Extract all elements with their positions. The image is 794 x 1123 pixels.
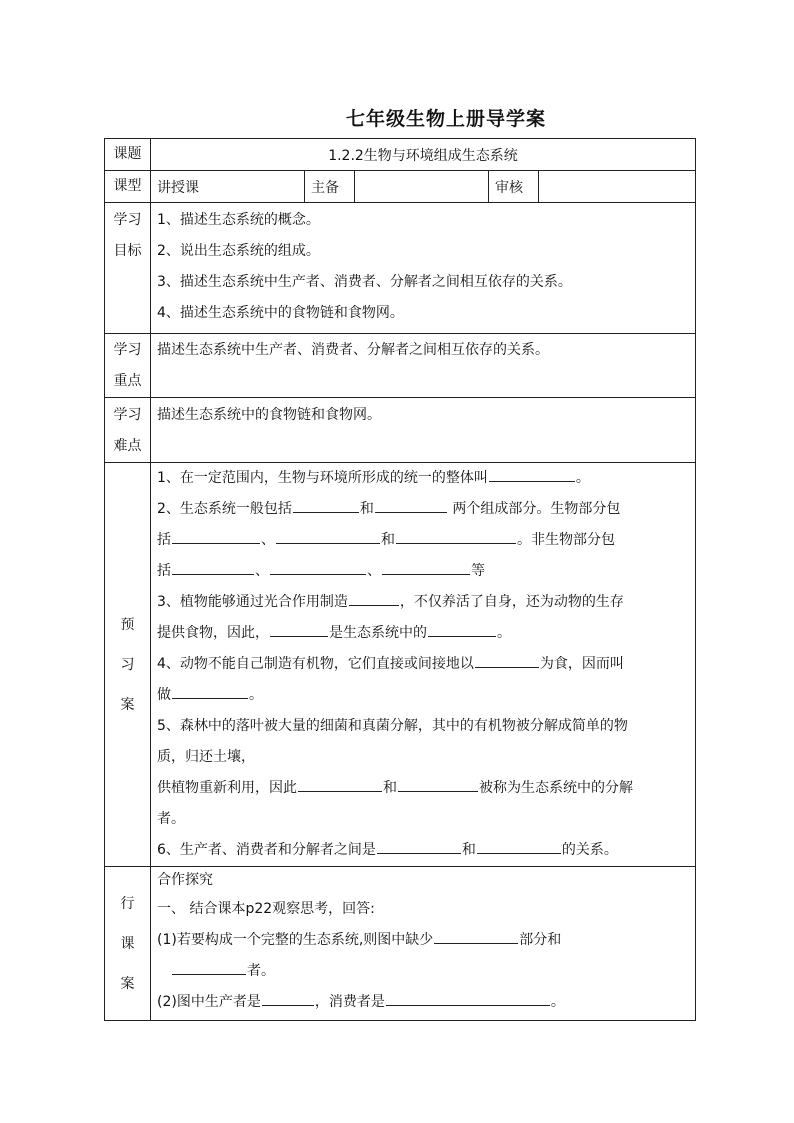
- goals-label: [105, 203, 151, 334]
- practice-label: [105, 867, 151, 1021]
- difficulty-label-2: 难点: [113, 438, 142, 454]
- difficulty-text: 描述生态系统中的食物链和食物网。: [157, 407, 381, 423]
- answer-blank[interactable]: [428, 621, 496, 637]
- document-title: 七年级生物上册导学案: [346, 108, 547, 130]
- preview-question-3: 3、植物能够通过光合作用制造 ，不仅养活了自身，还为动物的生存: [157, 587, 689, 618]
- answer-blank[interactable]: [172, 959, 246, 975]
- answer-blank[interactable]: [375, 497, 447, 513]
- preview-label-1: 预: [120, 616, 135, 633]
- preview-question-6: 6、生产者、消费者和分解者之间是 和 的关系。: [157, 835, 689, 866]
- focus-label-1: 学习: [113, 342, 142, 358]
- answer-blank[interactable]: [298, 776, 382, 792]
- preview-question-2-cont: 括 、 和 。非生物部分包: [157, 525, 689, 556]
- practice-sub-2: (2)图中生产者是 ，消费者是 。: [157, 987, 689, 1018]
- focus-label: [105, 334, 151, 398]
- preview-question-5-cont: 供植物重新利用，因此 和 被称为生态系统中的分解: [157, 773, 689, 804]
- answer-blank[interactable]: [276, 528, 380, 544]
- preview-question-1: 1、在一定范围内，生物与环境所形成的统一的整体叫 。: [157, 463, 689, 494]
- goals-label-1: 学习: [113, 212, 142, 228]
- focus-content: [151, 334, 696, 398]
- preview-question-4: 4、动物不能自己制造有机物，它们直接或间接地以 为食，因而叫: [157, 649, 689, 680]
- preview-question-5: 5、森林中的落叶被大量的细菌和真菌分解，其中的有机物被分解成简单的物: [157, 718, 628, 734]
- practice-sub-1-cont: 者。: [157, 956, 689, 987]
- goals-row: [105, 203, 696, 334]
- answer-blank[interactable]: [396, 528, 516, 544]
- answer-blank[interactable]: [489, 466, 575, 482]
- topic-value: 1.2.2生物与环境组成生态系统: [151, 139, 696, 171]
- practice-row: [105, 867, 696, 1021]
- difficulty-row: [105, 398, 696, 463]
- practice-content: [151, 867, 696, 1021]
- goal-item: 1、描述生态系统的概念。: [157, 212, 320, 228]
- review-label: 审核: [489, 171, 539, 203]
- preview-label-3: 案: [120, 696, 135, 713]
- practice-heading: 合作探究: [157, 872, 213, 888]
- difficulty-label: [105, 398, 151, 463]
- preview-question-4-cont: 做 。: [157, 680, 689, 711]
- focus-text: 描述生态系统中生产者、消费者、分解者之间相互依存的关系。: [157, 342, 549, 358]
- preview-label: [105, 463, 151, 867]
- type-row: [105, 171, 696, 203]
- answer-blank[interactable]: [477, 838, 561, 854]
- goal-item: 4、描述生态系统中的食物链和食物网。: [157, 305, 404, 321]
- study-guide-table: [104, 138, 696, 1021]
- prep-label: 主备: [305, 171, 355, 203]
- practice-sub-1: (1)若要构成一个完整的生态系统,则图中缺少 部分和: [157, 925, 689, 956]
- answer-blank[interactable]: [270, 621, 328, 637]
- type-label: 课型: [105, 171, 151, 203]
- answer-blank[interactable]: [382, 559, 470, 575]
- goals-content: [151, 203, 696, 334]
- type-value: 讲授课: [151, 171, 305, 203]
- answer-blank[interactable]: [262, 990, 314, 1006]
- topic-row: [105, 139, 696, 171]
- answer-blank[interactable]: [293, 497, 359, 513]
- practice-label-3: 案: [120, 975, 135, 992]
- goal-item: 3、描述生态系统中生产者、消费者、分解者之间相互依存的关系。: [157, 274, 572, 290]
- preview-question-2: 2、生态系统一般包括 和 两个组成部分。生物部分包: [157, 494, 689, 525]
- goal-item: 2、说出生态系统的组成。: [157, 243, 320, 259]
- difficulty-content: [151, 398, 696, 463]
- preview-row: [105, 463, 696, 867]
- review-value[interactable]: [539, 171, 696, 203]
- difficulty-label-1: 学习: [113, 407, 142, 423]
- goals-label-2: 目标: [113, 243, 142, 259]
- answer-blank[interactable]: [377, 838, 461, 854]
- prep-value[interactable]: [355, 171, 489, 203]
- practice-part-1: 一、 结合课本p22观察思考，回答:: [157, 901, 375, 917]
- answer-blank[interactable]: [172, 559, 254, 575]
- answer-blank[interactable]: [172, 528, 260, 544]
- practice-label-1: 行: [120, 895, 135, 912]
- preview-question-5-cont: 者。: [157, 811, 185, 827]
- answer-blank[interactable]: [386, 990, 550, 1006]
- practice-label-2: 课: [120, 935, 135, 952]
- preview-content: [151, 463, 696, 867]
- preview-question-3-cont: 提供食物，因此， 是生态系统中的 。: [157, 618, 689, 649]
- focus-label-2: 重点: [113, 373, 142, 389]
- answer-blank[interactable]: [172, 683, 248, 699]
- topic-label: 课题: [105, 139, 151, 171]
- answer-blank[interactable]: [475, 652, 539, 668]
- answer-blank[interactable]: [349, 590, 399, 606]
- preview-question-2-cont: 括 、 、 等: [157, 556, 689, 587]
- answer-blank[interactable]: [270, 559, 366, 575]
- preview-label-2: 习: [120, 656, 135, 673]
- answer-blank[interactable]: [398, 776, 478, 792]
- answer-blank[interactable]: [434, 928, 518, 944]
- focus-row: [105, 334, 696, 398]
- preview-question-5-cont: 质，归还土壤，: [157, 749, 255, 765]
